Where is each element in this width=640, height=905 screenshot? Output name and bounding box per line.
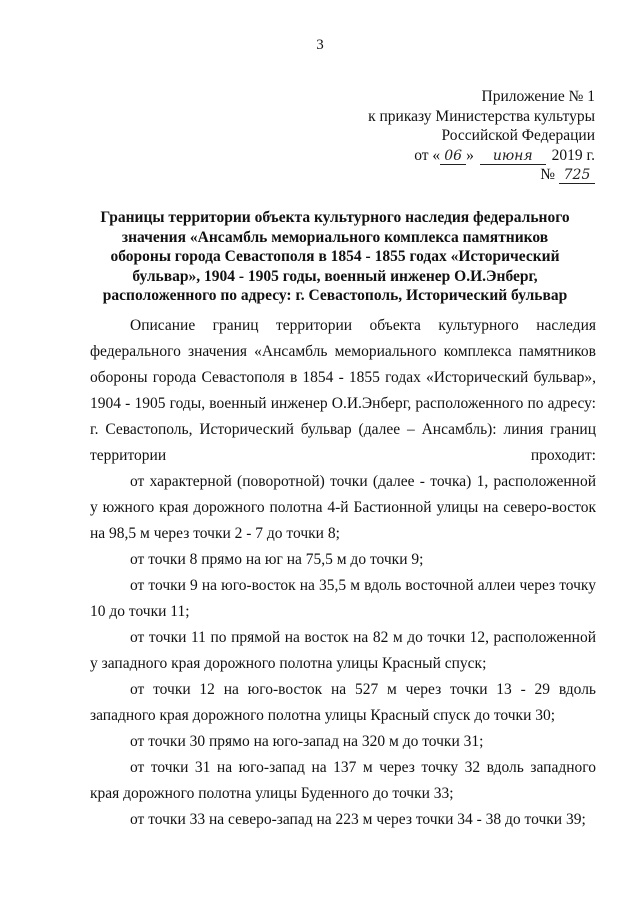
document-title: Границы территории объекта культурного наследия федерального значения «Ансамбль мемориального комплекса памятников обороны города Севастополя в 1854 - 1855 годах «Исторический бульвар», 1904 - 1905 годы, военный инженер О.И.Энберг, расположенного по адресу: г. Севастополь, Исторический бульвар bbox=[100, 209, 570, 305]
document-body bbox=[90, 313, 596, 833]
boundary-segment: от точки 33 на северо-запад на 223 м через точки 34 - 38 до точки 39; bbox=[130, 811, 586, 828]
appendix-title: Приложение № 1 bbox=[481, 88, 595, 105]
boundary-segment: от точки 30 прямо на юго-запад на 320 м до точки 31; bbox=[130, 733, 484, 750]
appendix-order-line bbox=[368, 165, 595, 185]
date-mid: » bbox=[466, 146, 474, 164]
date-month-handwritten: июня bbox=[480, 148, 546, 165]
date-year: 2019 г. bbox=[551, 146, 595, 164]
boundary-segment: от точки 8 прямо на юг на 75,5 м до точки 9; bbox=[130, 551, 424, 568]
boundary-segment: от точки 31 на юго-запад на 137 м через точку 32 вдоль западного края дорожного полотна улицы Буденного до точки 33; bbox=[90, 759, 596, 802]
order-number-handwritten: 725 bbox=[559, 167, 595, 184]
appendix-header bbox=[368, 87, 595, 185]
appendix-date-line bbox=[368, 146, 595, 166]
date-prefix: от « bbox=[414, 146, 441, 164]
order-prefix: № bbox=[540, 166, 555, 183]
page-number: 3 bbox=[316, 37, 324, 53]
appendix-order-ref: к приказу Министерства культуры bbox=[368, 107, 595, 125]
boundary-segment: от точки 9 на юго-восток на 35,5 м вдоль восточной аллеи через точку 10 до точки 11; bbox=[90, 577, 596, 620]
boundary-segment: от точки 12 на юго-восток на 527 м через точки 13 - 29 вдоль западного края дорожного полотна улицы Красный спуск до точки 30; bbox=[90, 681, 596, 724]
appendix-ministry: Российской Федерации bbox=[441, 127, 595, 144]
date-day-handwritten: 06 bbox=[440, 148, 466, 165]
intro-paragraph: Описание границ территории объекта культурного наследия федерального значения «Ансамбль мемориального комплекса памятников обороны города Севастополя в 1854 - 1855 годах «Исторический бульвар», 1904 - 1905 годы, военный инженер О.И.Энберг, расположенного по адресу: г. Севастополь, Исторический бульвар (далее – Ансамбль): линия границ территории проходит: bbox=[90, 317, 596, 464]
boundary-segment: от характерной (поворотной) точки (далее - точка) 1, расположенной у южного края дорожного полотна 4-й Бастионной улицы на северо-восток на 98,5 м через точки 2 - 7 до точки 8; bbox=[90, 473, 596, 542]
boundary-segment: от точки 11 по прямой на восток на 82 м до точки 12, расположенной у западного края дорожного полотна улицы Красный спуск; bbox=[90, 629, 596, 672]
